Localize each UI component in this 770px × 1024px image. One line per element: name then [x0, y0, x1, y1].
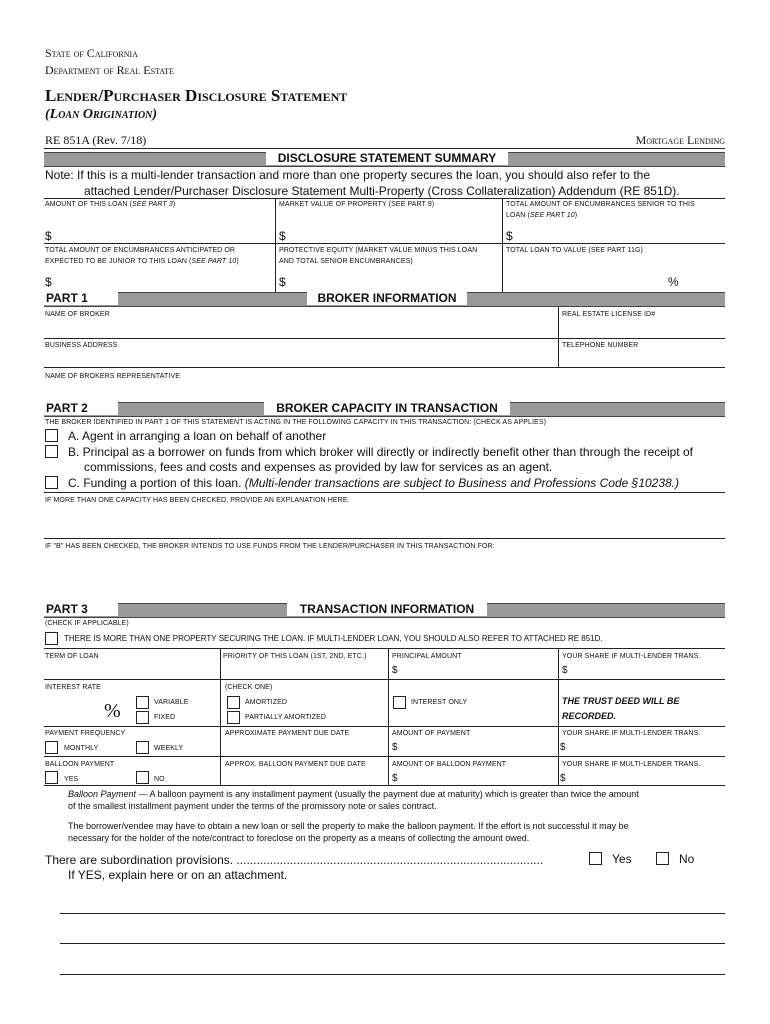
explain-line-2[interactable] [60, 943, 725, 944]
option-b-label: B. Principal as a borrower on funds from which broker will directly or indirectly benefit other than through the receipt of [68, 445, 693, 459]
balloon-definition-cont: of the smallest installment payment under the terms of the promissory note or sales contract. [68, 801, 437, 811]
protective-equity-dollar[interactable]: $ [279, 275, 286, 289]
senior-encumbrances-label: TOTAL AMOUNT OF ENCUMBRANCES SENIOR TO THIS LOAN (SEE PART 10) [506, 201, 695, 219]
form-number: RE 851A (Rev. 7/18) [45, 133, 147, 147]
form-subtitle: (Loan Origination) [45, 107, 158, 122]
broker-rep-label: NAME OF BROKERS REPRESENTATIVE [45, 373, 180, 380]
amount-of-loan-dollar[interactable]: $ [45, 229, 52, 243]
monthly-checkbox[interactable] [45, 741, 58, 754]
more-than-one-label: IF MORE THAN ONE CAPACITY HAS BEEN CHECKED, PROVIDE AN EXPLANATION HERE. [45, 497, 350, 504]
part2-label: PART 2 [44, 402, 118, 415]
partially-amortized-label: PARTIALLY AMORTIZED [245, 714, 326, 721]
subordination-label: There are subordination provisions. ............................................................................................ [45, 853, 544, 867]
balloon-yes-label: YES [64, 776, 79, 783]
share-label-3: YOUR SHARE IF MULTI-LENDER TRANS. [562, 761, 701, 768]
payment-frequency-label: PAYMENT FREQUENCY [45, 730, 126, 737]
part1-label: PART 1 [44, 292, 118, 305]
subordination-no-label: No [679, 852, 695, 866]
amount-of-loan-label: AMOUNT OF THIS LOAN (SEE PART 3) [45, 201, 176, 208]
part1-title: BROKER INFORMATION [307, 292, 467, 305]
fixed-label: FIXED [154, 714, 176, 721]
explain-label: If YES, explain here or on an attachment. [68, 868, 288, 882]
share-dollar-3[interactable]: $ [560, 773, 566, 784]
amortized-label: AMORTIZED [245, 699, 287, 706]
form-category: Mortgage Lending [635, 133, 725, 147]
multi-property-label: THERE IS MORE THAN ONE PROPERTY SECURING THE LOAN. IF MULTI-LENDER LOAN, YOU SHOULD ALSO REFER TO ATTACHED RE 851D. [64, 634, 603, 643]
interest-rate-label: INTEREST RATE [45, 684, 101, 691]
loan-to-value-percent[interactable]: % [668, 275, 679, 289]
subordination-yes-checkbox[interactable] [589, 852, 602, 865]
balloon-payment-label: BALLOON PAYMENT [45, 761, 115, 768]
state-label: State of California [45, 46, 138, 60]
summary-note-line2: attached Lender/Purchaser Disclosure Statement Multi-Property (Cross Collateralization) Addendum (RE 851D). [84, 184, 680, 198]
balloon-yes-checkbox[interactable] [45, 771, 58, 784]
check-if-applicable: (CHECK IF APPLICABLE) [45, 620, 129, 627]
approx-payment-due-label: APPROXIMATE PAYMENT DUE DATE [225, 730, 350, 737]
balloon-dollar[interactable]: $ [392, 773, 398, 784]
option-b-checkbox[interactable] [45, 445, 58, 458]
if-b-label: IF "B" HAS BEEN CHECKED, THE BROKER INTENDS TO USE FUNDS FROM THE LENDER/PURCHASER IN THIS TRANSACTION FOR: [45, 543, 495, 550]
summary-bar-title: DISCLOSURE STATEMENT SUMMARY [266, 152, 508, 165]
explain-line-1[interactable] [60, 913, 725, 914]
fixed-checkbox[interactable] [136, 711, 149, 724]
weekly-label: WEEKLY [154, 745, 184, 752]
capacity-intro: THE BROKER IDENTIFIED IN PART 1 OF THIS STATEMENT IS ACTING IN THE FOLLOWING CAPACITY IN THIS TRANSACTION: (CHECK AS APPLIES) [45, 419, 547, 426]
payment-dollar[interactable]: $ [392, 742, 398, 753]
monthly-label: MONTHLY [64, 745, 99, 752]
interest-only-label: INTEREST ONLY [411, 699, 468, 706]
variable-checkbox[interactable] [136, 696, 149, 709]
protective-equity-label: PROTECTIVE EQUITY (MARKET VALUE MINUS THIS LOAN AND TOTAL SENIOR ENCUMBRANCES) [279, 247, 478, 265]
license-id-label: REAL ESTATE LICENSE ID# [562, 311, 656, 318]
check-one-label: (CHECK ONE) [225, 684, 273, 691]
subordination-no-checkbox[interactable] [656, 852, 669, 865]
balloon-definition: Balloon Payment — A balloon payment is any installment payment (usually the payment due at maturity) which is greater than twice the amount [68, 789, 639, 799]
share-label-1: YOUR SHARE IF MULTI-LENDER TRANS. [562, 653, 701, 660]
part2-title: BROKER CAPACITY IN TRANSACTION [264, 402, 510, 415]
variable-label: VARIABLE [154, 699, 189, 706]
amount-of-payment-label: AMOUNT OF PAYMENT [392, 730, 471, 737]
borrower-note: The borrower/vendee may have to obtain a new loan or sell the property to make the balloon payment. If the effort is not successful it may be [68, 821, 629, 831]
junior-encumbrances-dollar[interactable]: $ [45, 275, 52, 289]
partially-amortized-checkbox[interactable] [227, 711, 240, 724]
market-value-label: MARKET VALUE OF PROPERTY (SEE PART 9) [279, 201, 435, 208]
option-b-label-cont: commissions, fees and costs and expenses as provided by law for services as an agent. [84, 460, 553, 474]
part3-title: TRANSACTION INFORMATION [287, 603, 487, 616]
summary-note-line1: Note: If this is a multi-lender transaction and more than one property secures the loan, you should also refer to the [45, 168, 650, 182]
subordination-yes-label: Yes [612, 852, 632, 866]
borrower-note-cont: necessary for the holder of the note/contract to foreclose on the property as a means of collecting the amount owed. [68, 833, 530, 843]
priority-label: PRIORITY OF THIS LOAN (1ST, 2ND, ETC.) [223, 653, 367, 660]
balloon-no-label: NO [154, 776, 165, 783]
explain-line-3[interactable] [60, 974, 725, 975]
term-of-loan-label: TERM OF LOAN [45, 653, 99, 660]
balloon-no-checkbox[interactable] [136, 771, 149, 784]
senior-encumbrances-dollar[interactable]: $ [506, 229, 513, 243]
department-label: Department of Real Estate [45, 63, 174, 77]
interest-percent[interactable]: % [104, 700, 121, 722]
amortized-checkbox[interactable] [227, 696, 240, 709]
interest-only-checkbox[interactable] [393, 696, 406, 709]
loan-to-value-label: TOTAL LOAN TO VALUE (SEE PART 11G) [506, 247, 643, 254]
trust-deed-line2: RECORDED. [562, 711, 617, 721]
trust-deed-line1: THE TRUST DEED WILL BE [562, 696, 680, 706]
balloon-due-label: APPROX. BALLOON PAYMENT DUE DATE [225, 761, 366, 768]
junior-encumbrances-label: TOTAL AMOUNT OF ENCUMBRANCES ANTICIPATED OR EXPECTED TO BE JUNIOR TO THIS LOAN (SEE PART 10) [45, 247, 239, 265]
broker-name-label: NAME OF BROKER [45, 311, 110, 318]
share-dollar-2[interactable]: $ [560, 742, 566, 753]
share-dollar-1[interactable]: $ [562, 665, 568, 676]
balloon-amount-label: AMOUNT OF BALLOON PAYMENT [392, 761, 507, 768]
option-c-label: C. Funding a portion of this loan. (Multi-lender transactions are subject to Business and Professions Code §10238.) [68, 476, 680, 490]
divider [44, 148, 725, 149]
multi-property-checkbox[interactable] [45, 632, 58, 645]
option-a-checkbox[interactable] [45, 429, 58, 442]
option-c-checkbox[interactable] [45, 476, 58, 489]
share-label-2: YOUR SHARE IF MULTI-LENDER TRANS. [562, 730, 701, 737]
option-a-label: A. Agent in arranging a loan on behalf of another [68, 429, 327, 443]
form-title: Lender/Purchaser Disclosure Statement [45, 86, 348, 105]
principal-label: PRINCIPAL AMOUNT [392, 653, 462, 660]
principal-dollar[interactable]: $ [392, 665, 398, 676]
business-address-label: BUSINESS ADDRESS [45, 342, 118, 349]
market-value-dollar[interactable]: $ [279, 229, 286, 243]
weekly-checkbox[interactable] [136, 741, 149, 754]
part3-label: PART 3 [44, 603, 118, 616]
telephone-label: TELEPHONE NUMBER [562, 342, 639, 349]
